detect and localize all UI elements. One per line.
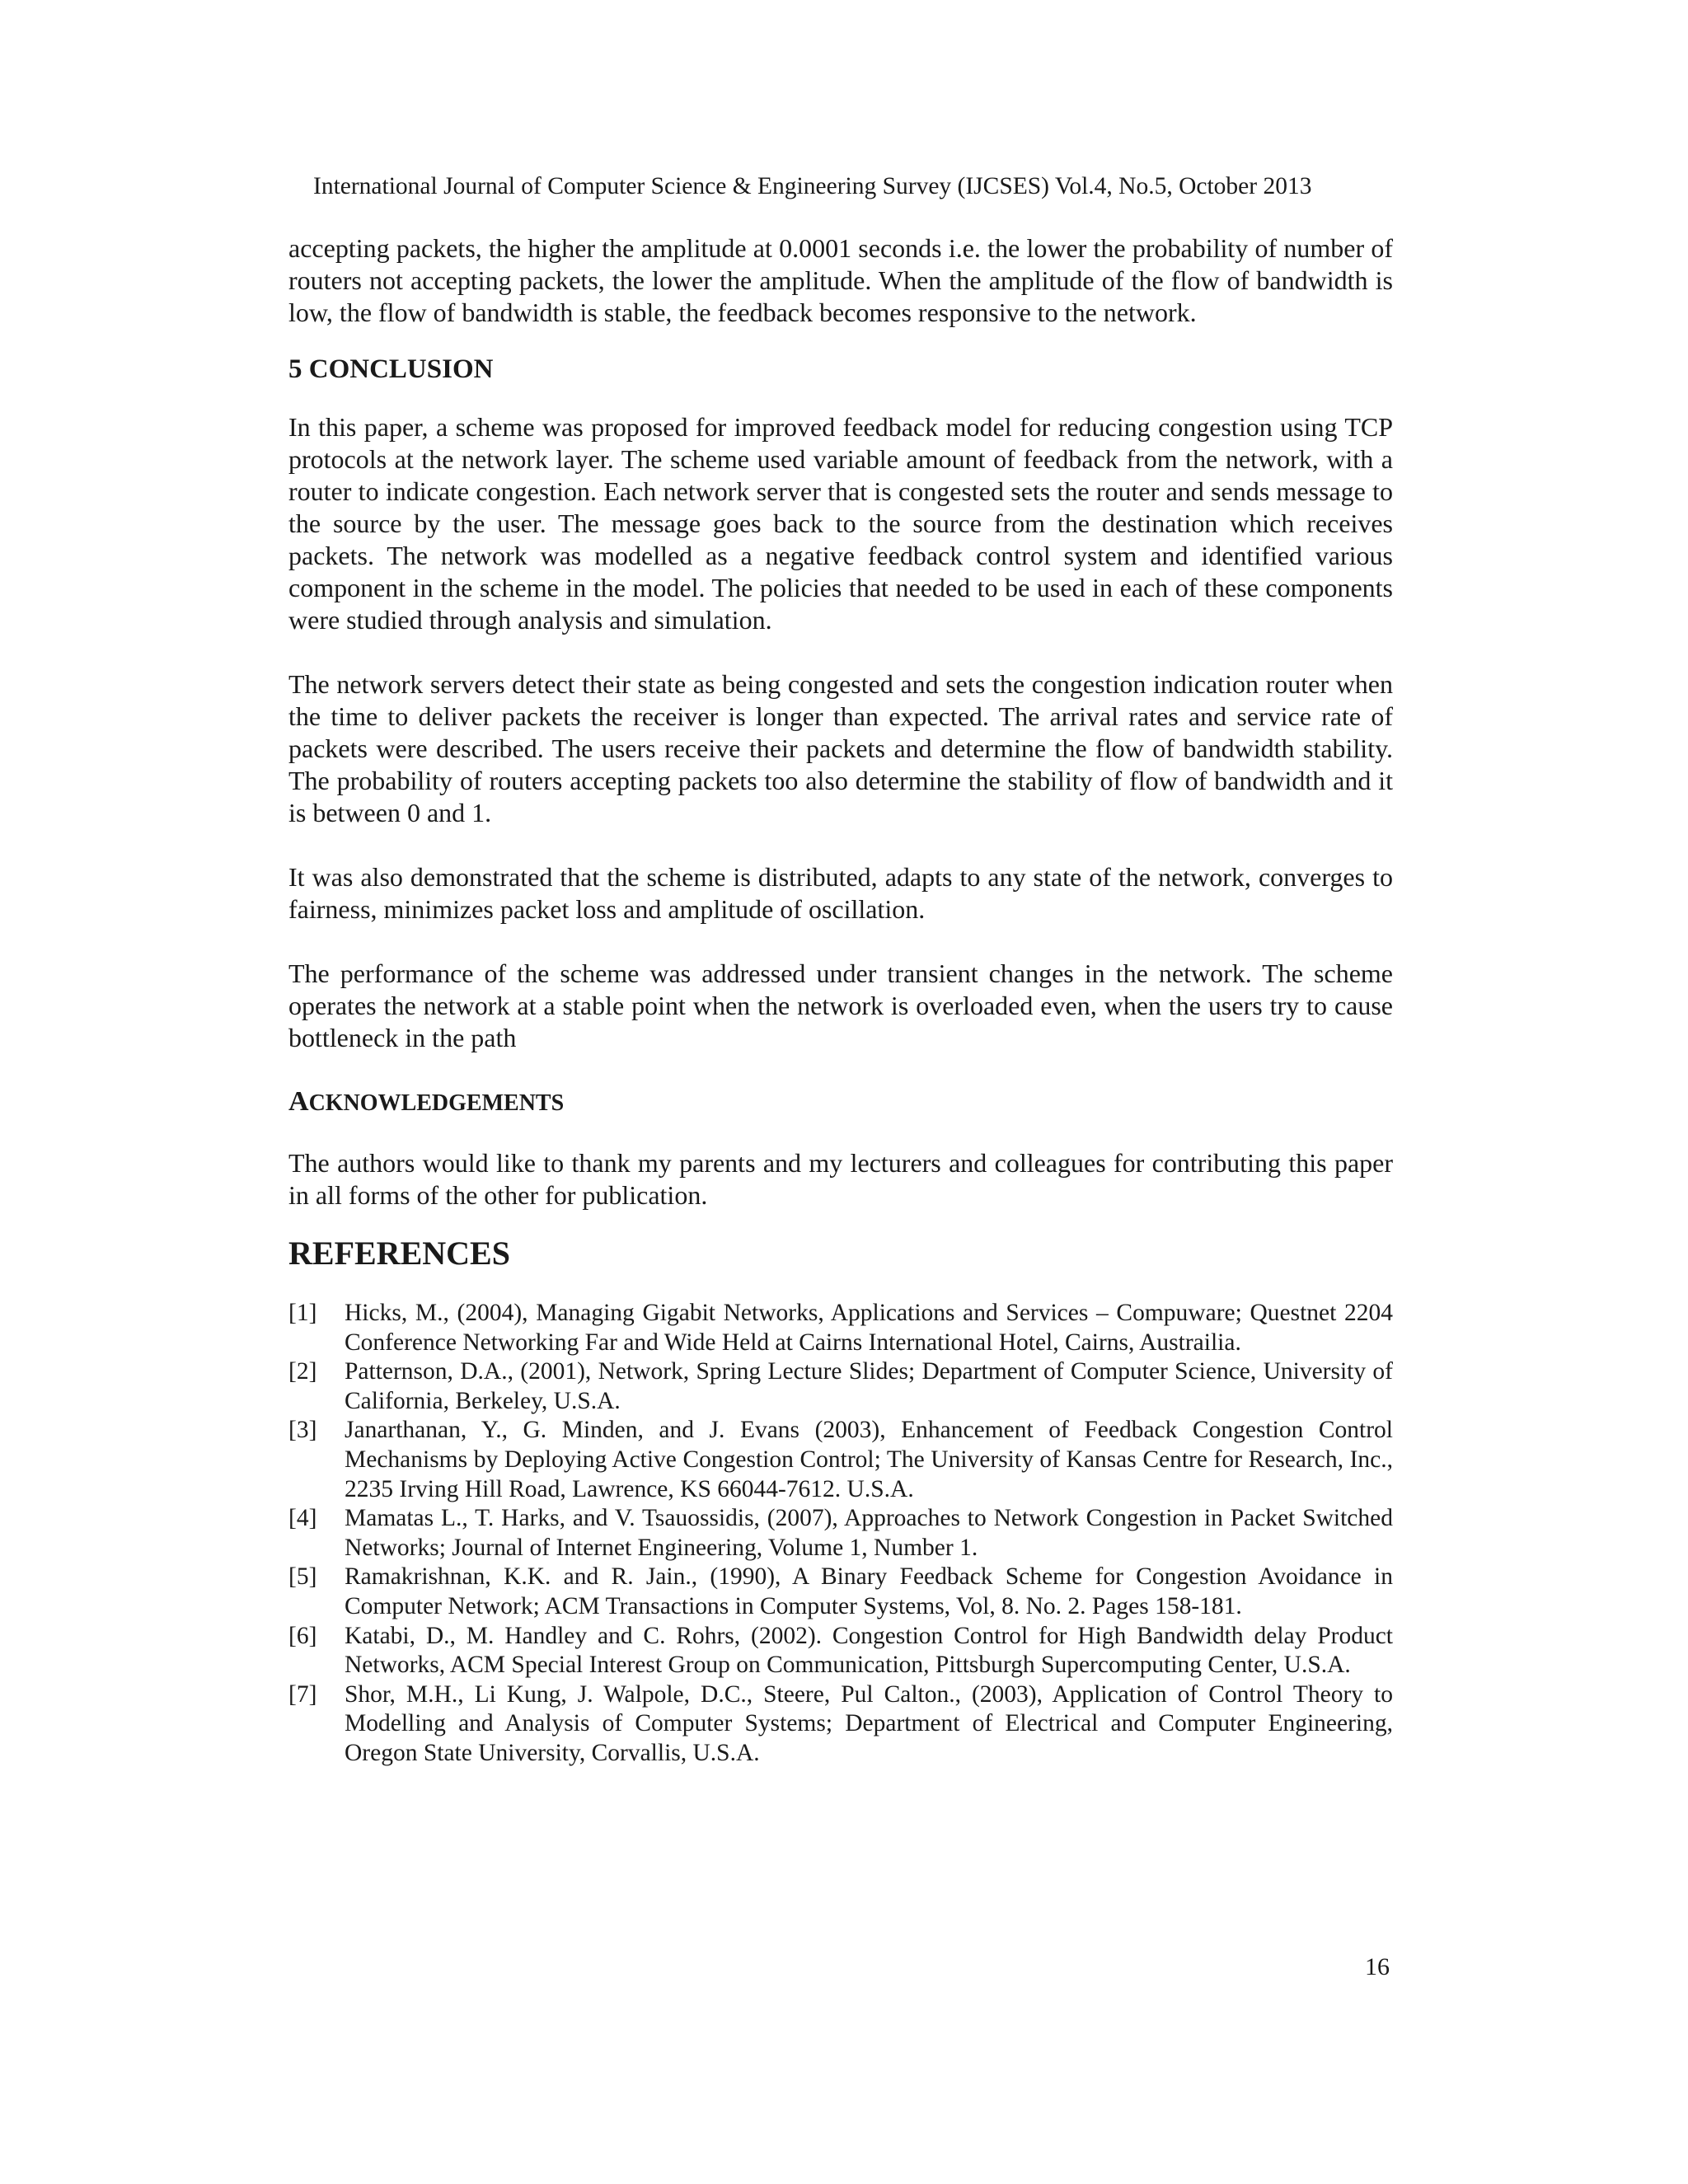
acknowledgements-text: The authors would like to thank my parents and my lecturers and colleagues for contributing this paper in all forms of the other for publication.: [288, 1148, 1393, 1210]
conclusion-paragraph-1: In this paper, a scheme was proposed for improved feedback model for reducing congestion using TCP protocols at the network layer. The scheme used variable amount of feedback from the network, with a router to indicate congestion. Each network server that is congested sets the router and sends message to the source by the user. The message goes back to the source from the destination which receives packets. The network was modelled as a negative feedback control system and identified various component in the scheme in the model. The policies that needed to be used in each of these components were studied through analysis and simulation.: [288, 412, 1393, 635]
reference-item: [288, 1680, 1393, 1769]
conclusion-paragraph-2: The network servers detect their state as being congested and sets the congestion indication router when the time to deliver packets the receiver is longer than expected. The arrival rates and service rate of packets were described. The users receive their packets and determine the flow of bandwidth stability. The probability of routers accepting packets too also determine the stability of flow of bandwidth and it is between 0 and 1.: [288, 669, 1393, 827]
acknowledgements-heading-initial: A: [288, 1086, 309, 1117]
reference-text: Katabi, D., M. Handley and C. Rohrs, (2002). Congestion Control for High Bandwidth delay Product Networks, ACM Special Interest Group on Communication, Pittsburgh Supercomputing Center, U.S.A.: [345, 1622, 1393, 1679]
reference-number: [1]: [288, 1300, 317, 1326]
reference-item: [288, 1416, 1393, 1504]
reference-number: [3]: [288, 1417, 317, 1444]
reference-number: [2]: [288, 1358, 317, 1385]
conclusion-heading: 5 CONCLUSION: [288, 354, 494, 384]
reference-text: Shor, M.H., Li Kung, J. Walpole, D.C., Steere, Pul Calton., (2003), Application of Control Theory to Modelling and Analysis of Computer Systems; Department of Electrical and Computer Engineering, Oregon State University, Corvallis, U.S.A.: [345, 1680, 1393, 1766]
reference-item: [288, 1622, 1393, 1680]
acknowledgements-heading-rest: CKNOWLEDGEMENTS: [308, 1090, 565, 1116]
reference-text: Mamatas L., T. Harks, and V. Tsauossidis, (2007), Approaches to Network Congestion in Packet Switched Networks; Journal of Internet Engineering, Volume 1, Number 1.: [345, 1505, 1393, 1561]
reference-item: [288, 1563, 1393, 1621]
reference-text: Janarthanan, Y., G. Minden, and J. Evans (2003), Enhancement of Feedback Congestion Control Mechanisms by Deploying Active Congestion Control; The University of Kansas Centre for Research, Inc., 2235 Irving Hill Road, Lawrence, KS 66044-7612. U.S.A.: [345, 1417, 1393, 1502]
reference-item: [288, 1299, 1393, 1357]
reference-number: [4]: [288, 1505, 317, 1532]
conclusion-paragraph-3: It was also demonstrated that the scheme is distributed, adapts to any state of the network, converges to fairness, minimizes packet loss and amplitude of oscillation.: [288, 862, 1393, 924]
references-heading: REFERENCES: [288, 1235, 510, 1272]
reference-number: [7]: [288, 1680, 317, 1708]
reference-text: Patternson, D.A., (2001), Network, Spring Lecture Slides; Department of Computer Science, University of California, Berkeley, U.S.A.: [345, 1358, 1393, 1414]
reference-number: [6]: [288, 1622, 317, 1649]
reference-item: [288, 1504, 1393, 1563]
conclusion-paragraph-4: The performance of the scheme was addressed under transient changes in the network. The scheme operates the network at a stable point when the network is overloaded even, when the users try to cause bottleneck in the path: [288, 958, 1393, 1052]
page-number: 16: [1365, 1953, 1390, 1980]
acknowledgements-heading: [288, 1085, 1393, 1120]
reference-number: [5]: [288, 1563, 317, 1591]
reference-text: Ramakrishnan, K.K. and R. Jain., (1990), A Binary Feedback Scheme for Congestion Avoidance in Computer Network; ACM Transactions in Computer Systems, Vol, 8. No. 2. Pages 158-181.: [345, 1563, 1393, 1619]
reference-item: [288, 1357, 1393, 1416]
running-header: International Journal of Computer Science & Engineering Survey (IJCSES) Vol.4, No.5, October 2013: [313, 173, 1312, 199]
page-body: [288, 232, 1393, 1769]
reference-list: [288, 1299, 1393, 1769]
intro-paragraph: accepting packets, the higher the amplitude at 0.0001 seconds i.e. the lower the probability of number of routers not accepting packets, the lower the amplitude. When the amplitude of the flow of bandwidth is low, the flow of bandwidth is stable, the feedback becomes responsive to the network.: [288, 233, 1393, 327]
reference-text: Hicks, M., (2004), Managing Gigabit Networks, Applications and Services – Compuware; Questnet 2204 Conference Networking Far and Wide Held at Cairns International Hotel, Cairns, Austrailia.: [345, 1300, 1393, 1356]
